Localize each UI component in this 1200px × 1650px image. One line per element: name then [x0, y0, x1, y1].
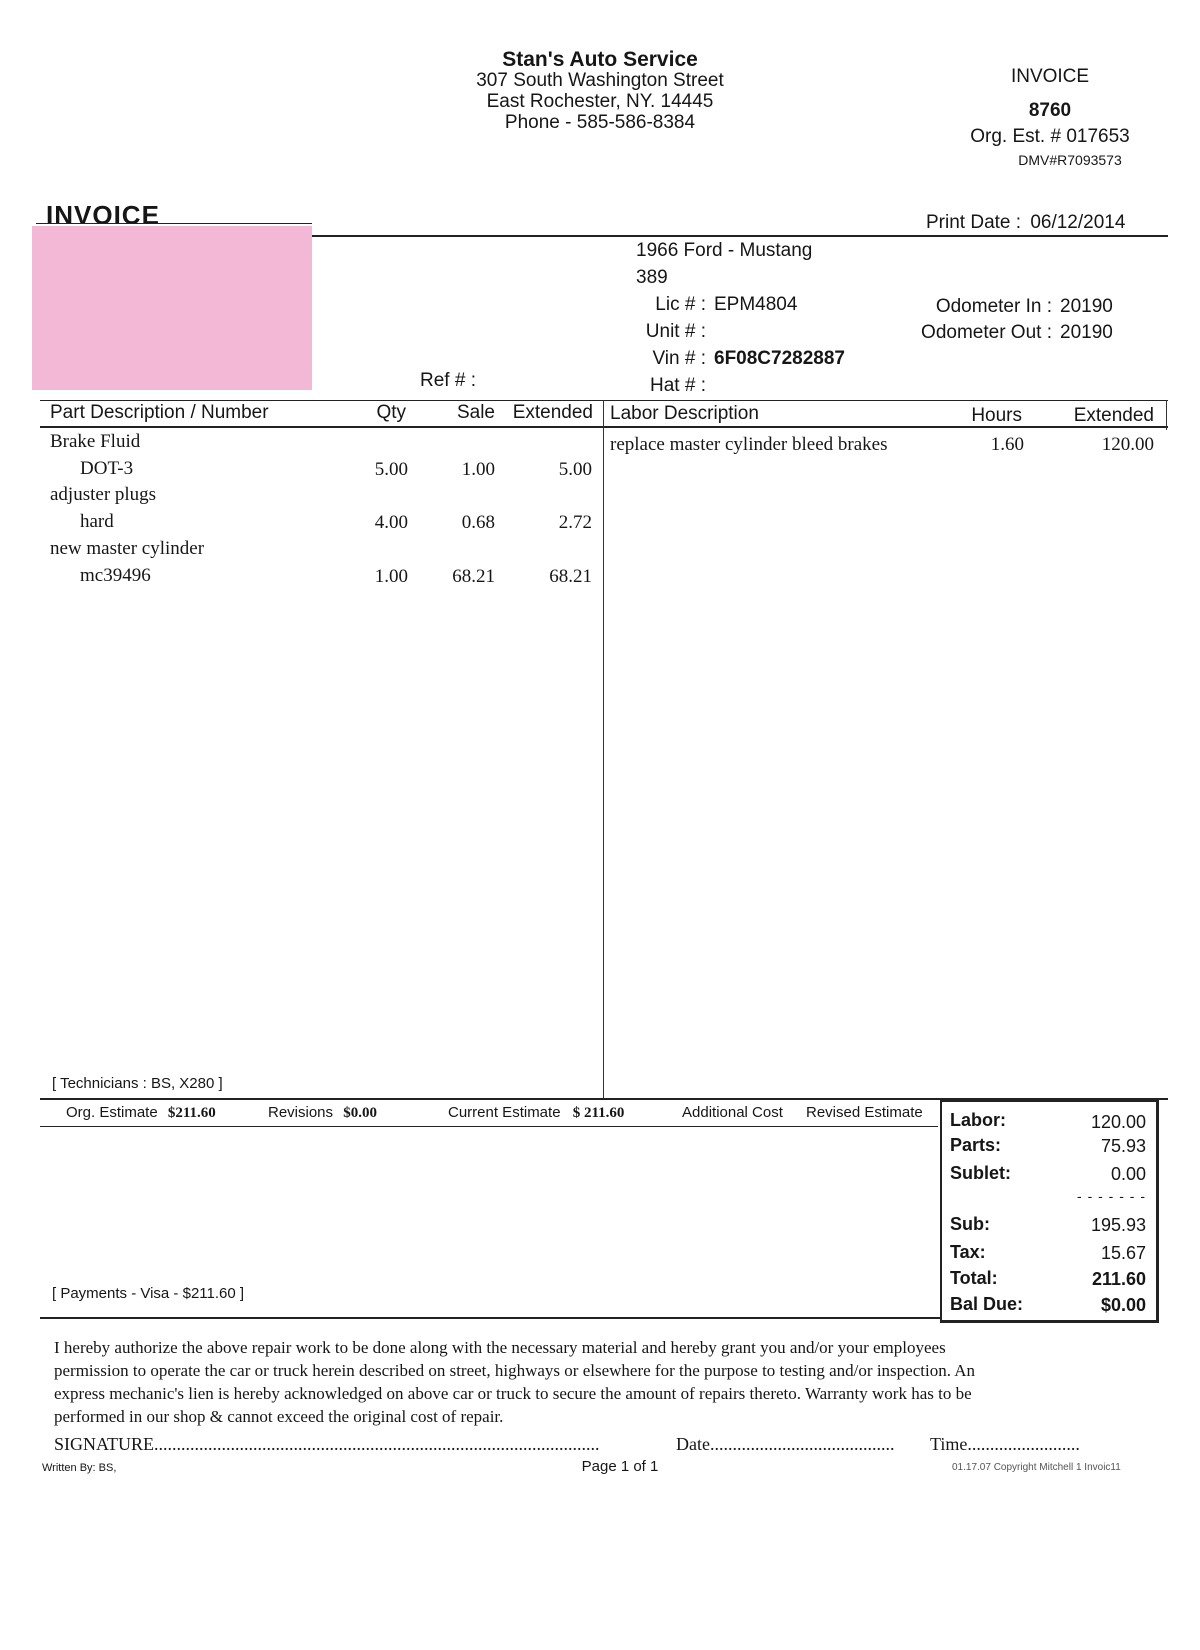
part-row-1-qty: 5.00 — [374, 459, 408, 480]
odometer-out-value: 20190 — [1060, 322, 1113, 343]
revisions-label: Revisions — [268, 1104, 334, 1121]
part-row-2-sale: 0.68 — [461, 512, 495, 533]
payments-note: [ Payments - Visa - $211.60 ] — [52, 1285, 245, 1302]
lic-label: Lic # : — [655, 294, 706, 315]
labor-row-1-hours: 1.60 — [990, 434, 1024, 455]
part-row-1-number: DOT-3 — [80, 458, 134, 479]
totals-total-value: 211.60 — [1091, 1269, 1146, 1289]
invoice-heading: INVOICE — [46, 200, 160, 224]
customer-redaction — [32, 226, 312, 390]
part-row-3-number: mc39496 — [80, 565, 151, 586]
totals-labor-label: Labor: — [950, 1110, 1006, 1130]
authorization-line-1: I hereby authorize the above repair work to be done along with the necessary material and hereby grant you and/or your employees — [54, 1338, 946, 1357]
invoice-heading-rule — [36, 223, 312, 224]
current-estimate-value: $ 211.60 — [572, 1105, 625, 1121]
part-row-1-extended: 5.00 — [558, 459, 592, 480]
part-row-3-extended: 68.21 — [549, 566, 592, 587]
table-header-rule — [40, 426, 1168, 428]
hat-label: Hat # : — [650, 375, 706, 396]
signature-line: SIGNATURE................................................................................................... — [54, 1434, 600, 1454]
table-top-rule — [40, 400, 1168, 401]
time-line: Time......................... — [930, 1434, 1080, 1454]
org-estimate — [66, 1104, 216, 1122]
parts-header-description: Part Description / Number — [50, 402, 269, 423]
vin-value: 6F08C7282887 — [714, 348, 845, 369]
date-line: Date......................................... — [676, 1434, 895, 1454]
totals-sub-label: Sub: — [950, 1214, 990, 1234]
page-number: Page 1 of 1 — [581, 1458, 659, 1475]
print-date — [926, 212, 1125, 234]
revisions — [268, 1104, 377, 1122]
totals-sub-value: 195.93 — [1090, 1215, 1146, 1235]
additional-cost-label: Additional Cost — [682, 1104, 783, 1121]
revisions-value: $0.00 — [343, 1105, 377, 1121]
totals-tax-value: 15.67 — [1100, 1243, 1146, 1263]
org-estimate-number: Org. Est. # 017653 — [970, 126, 1130, 147]
lic-value: EPM4804 — [714, 294, 798, 315]
totals-tax-label: Tax: — [950, 1242, 986, 1262]
shop-name: Stan's Auto Service — [502, 48, 698, 71]
totals-labor-value: 120.00 — [1090, 1112, 1146, 1132]
org-estimate-label: Org. Estimate — [66, 1104, 158, 1121]
part-row-3-qty: 1.00 — [374, 566, 408, 587]
totals-sublet-value: 0.00 — [1110, 1164, 1146, 1184]
org-estimate-value: $211.60 — [167, 1105, 216, 1121]
vin-label: Vin # : — [652, 348, 706, 369]
labor-header-hours: Hours — [971, 405, 1022, 426]
authorization-line-4: performed in our shop & cannot exceed the original cost of repair. — [54, 1407, 504, 1426]
print-date-label: Print Date : — [926, 212, 1022, 233]
totals-separator: - - - - - - - — [1077, 1188, 1146, 1204]
totals-bal-due-label: Bal Due: — [950, 1294, 1024, 1314]
odometer-in-value: 20190 — [1060, 296, 1113, 317]
technicians-note: [ Technicians : BS, X280 ] — [52, 1075, 223, 1092]
labor-row-1-extended: 120.00 — [1101, 434, 1154, 455]
parts-header-sale: Sale — [456, 402, 495, 423]
invoice-number: 8760 — [1028, 100, 1072, 121]
current-estimate-label: Current Estimate — [448, 1104, 561, 1121]
part-row-2-number: hard — [80, 511, 114, 532]
parts-header-qty: Qty — [376, 402, 406, 423]
parts-header-extended: Extended — [512, 402, 593, 423]
vehicle-engine: 389 — [636, 267, 668, 288]
dmv-number: DMV#R7093573 — [1018, 152, 1122, 168]
shop-phone: Phone - 585-586-8384 — [504, 112, 696, 133]
unit-label: Unit # : — [645, 321, 706, 342]
totals-bal-due-value: $0.00 — [1100, 1295, 1146, 1315]
totals-parts-label: Parts: — [950, 1135, 1002, 1155]
authorization-line-3: express mechanic's lien is hereby acknowledged on above car or truck to secure the amount of repairs thereto. Warranty work has to be — [54, 1384, 972, 1403]
labor-header-extended: Extended — [1073, 405, 1154, 426]
payments-rule — [40, 1317, 940, 1319]
table-right-divider — [1166, 400, 1167, 430]
shop-address-line1: 307 South Washington Street — [476, 70, 724, 91]
odometer-out-label: Odometer Out : — [921, 322, 1052, 343]
current-estimate — [448, 1104, 624, 1122]
part-row-1-sale: 1.00 — [461, 459, 495, 480]
estimate-bottom-rule — [40, 1126, 938, 1127]
shop-address-line2: East Rochester, NY. 14445 — [486, 91, 714, 112]
totals-total-label: Total: — [950, 1268, 998, 1288]
totals-sublet-label: Sublet: — [950, 1163, 1011, 1183]
odometer-in-label: Odometer In : — [935, 296, 1052, 317]
written-by: Written By: BS, — [42, 1462, 117, 1474]
vehicle-make-model: 1966 Ford - Mustang — [636, 240, 813, 261]
part-row-2-qty: 4.00 — [374, 512, 408, 533]
authorization-line-2: permission to operate the car or truck herein described on street, highways or elsewhere for the purpose to testing and/or inspection. An — [54, 1361, 976, 1380]
copyright-note: 01.17.07 Copyright Mitchell 1 Invoic11 — [952, 1462, 1121, 1473]
part-row-2-extended: 2.72 — [558, 512, 592, 533]
totals-parts-value: 75.93 — [1100, 1136, 1146, 1156]
part-row-3-description: new master cylinder — [50, 538, 205, 559]
invoice-block-label: INVOICE — [1010, 66, 1090, 87]
ref-label: Ref # : — [420, 370, 476, 391]
labor-column-divider — [603, 400, 604, 1100]
part-row-2-description: adjuster plugs — [50, 484, 157, 505]
part-row-1-description: Brake Fluid — [50, 431, 141, 452]
labor-row-1-description: replace master cylinder bleed brakes — [610, 434, 888, 455]
revised-estimate-label: Revised Estimate — [806, 1104, 923, 1121]
part-row-3-sale: 68.21 — [452, 566, 495, 587]
header-rule — [312, 235, 1168, 237]
print-date-value: 06/12/2014 — [1030, 212, 1126, 233]
labor-header-description: Labor Description — [610, 403, 759, 424]
